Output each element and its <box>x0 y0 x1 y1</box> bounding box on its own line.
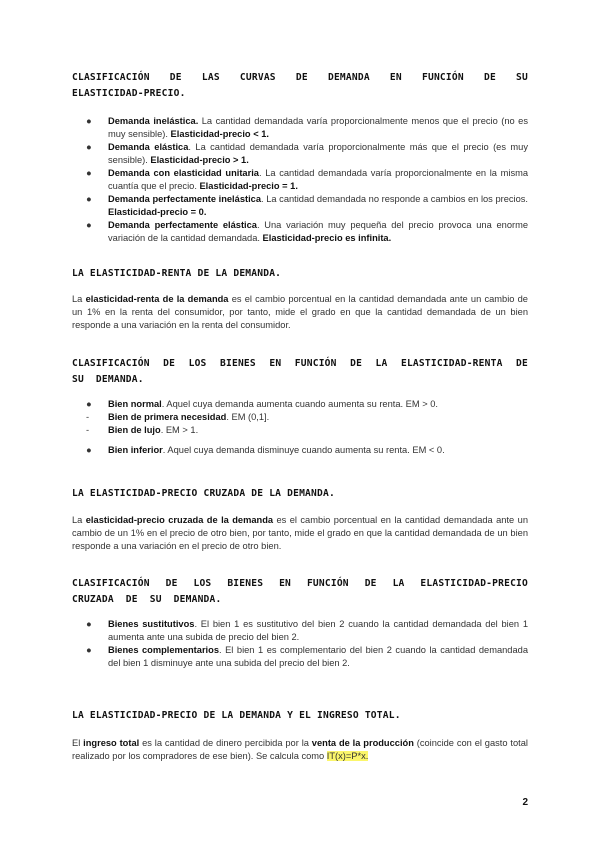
bullet-icon: ● <box>86 168 92 178</box>
list-item: ● Demanda perfectamente elástica. Una variación muy pequeña del precio provoca una enorme variación de la cantidad demandada. Elasticidad-precio es infinita. <box>86 220 528 243</box>
paragraph-ingreso-total: El ingreso total es la cantidad de dinero percibida por la venta de la producción (coincide con el gasto total realizado por los compradores de ese bien). Se calcula como IT(x)=P*x. <box>72 738 528 761</box>
list-item: ● Bienes complementarios. El bien 1 es complementario del bien 2 cuando la cantidad demandada del bien 1 disminuye ante una subida del precio del bien 2. <box>86 645 528 668</box>
bullet-icon: ● <box>86 116 92 126</box>
list-item: ● Demanda inelástica. La cantidad demandada varía proporcionalmente menos que el precio (no es muy sensible). Elasticidad-precio < 1. <box>86 116 528 139</box>
dash-icon: - <box>86 412 90 422</box>
bullet-icon: ● <box>86 220 92 230</box>
heading-elasticidad-cruzada: LA ELASTICIDAD-PRECIO CRUZADA DE LA DEMANDA. <box>72 488 335 499</box>
list-item: - Bien de lujo. EM > 1. <box>86 425 199 435</box>
bullet-icon: ● <box>86 194 92 204</box>
bullet-icon: ● <box>86 445 92 455</box>
heading-clasificacion-curvas: CLASIFICACIÓN DE LAS CURVAS DE DEMANDA EN FUNCIÓN DE SU ELASTICIDAD-PRECIO. <box>72 72 528 99</box>
list-item: ● Demanda con elasticidad unitaria. La cantidad demandada varía proporcionalmente en la misma cuantía que el precio. Elasticidad-precio = 1. <box>86 168 529 191</box>
heading-elasticidad-renta: LA ELASTICIDAD-RENTA DE LA DEMANDA. <box>72 268 282 279</box>
list-item: ● Demanda elástica. La cantidad demandada varía proporcionalmente más que el precio (es muy sensible). Elasticidad-precio > 1. <box>86 142 528 165</box>
list-item: - Bien de primera necesidad. EM (0,1]. <box>86 412 270 422</box>
list-tipos-demanda <box>72 115 528 245</box>
bullet-icon: ● <box>86 142 92 152</box>
bullet-icon: ● <box>86 399 92 409</box>
list-item: ● Demanda perfectamente inelástica. La cantidad demandada no responde a cambios en los precios. Elasticidad-precio = 0. <box>86 194 529 217</box>
heading-ingreso-total: LA ELASTICIDAD-PRECIO DE LA DEMANDA Y EL INGRESO TOTAL. <box>72 710 401 721</box>
paragraph-elasticidad-renta: La elasticidad-renta de la demanda es el cambio porcentual en la cantidad demandada ante un cambio de un 1% en la renta del consumidor, por tanto, mide el grado en que la cantidad demandada de un bien responde a una variación en la renta del consumidor. <box>72 294 528 330</box>
bullet-icon: ● <box>86 619 92 629</box>
list-item: ● Bienes sustitutivos. El bien 1 es sustitutivo del bien 2 cuando la cantidad demandada del bien 1 aumenta ante una subida de precio del bien 2. <box>86 619 528 642</box>
dash-icon: - <box>86 425 90 435</box>
page-number: 2 <box>522 797 528 808</box>
heading-clasificacion-bienes-cruzada: CLASIFICACIÓN DE LOS BIENES EN FUNCIÓN DE LA ELASTICIDAD-PRECIO CRUZADA DE SU DEMANDA. <box>72 578 528 605</box>
formula-highlight: IT(x)=P*x. <box>326 751 369 761</box>
list-item: ● Bien inferior. Aquel cuya demanda disminuye cuando aumenta su renta. EM < 0. <box>86 445 445 455</box>
paragraph-elasticidad-cruzada: La elasticidad-precio cruzada de la demanda es el cambio porcentual en la cantidad demandada ante un cambio de un 1% en el precio de otro bien, por tanto, mide el grado en que la cantidad demandada de un bien responde a una variación en el precio de otro bien. <box>72 515 528 551</box>
list-tipos-bienes-cruzada <box>72 618 528 670</box>
heading-clasificacion-bienes-renta: CLASIFICACIÓN DE LOS BIENES EN FUNCIÓN DE LA ELASTICIDAD-RENTA DE SU DEMANDA. <box>72 358 528 385</box>
list-tipos-bienes-renta <box>72 398 528 457</box>
bullet-icon: ● <box>86 645 92 655</box>
list-item: ● Bien normal. Aquel cuya demanda aumenta cuando aumenta su renta. EM > 0. <box>86 399 438 409</box>
